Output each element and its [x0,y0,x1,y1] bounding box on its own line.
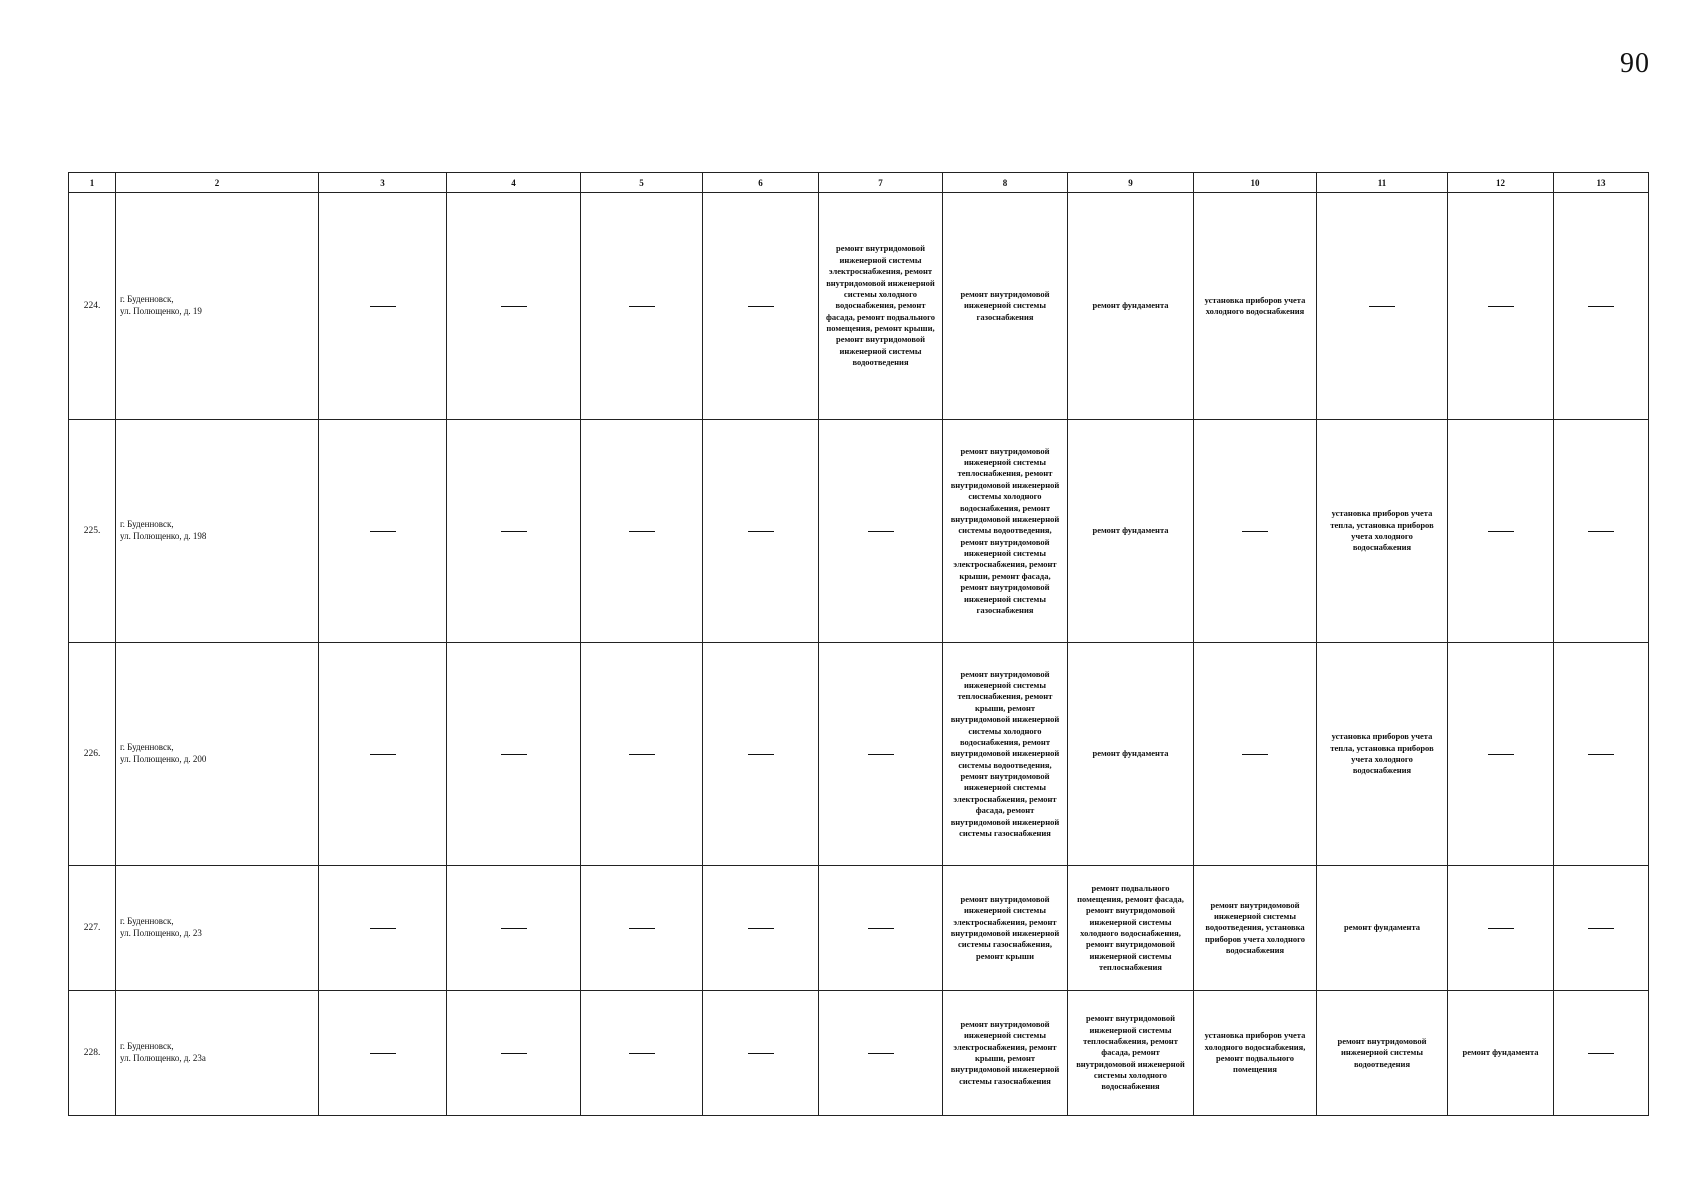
empty-dash-cell [581,193,703,420]
address-city: г. Буденновск, [120,294,174,305]
row-number: 228. [69,991,116,1116]
address-cell [116,420,319,643]
address-city: г. Буденновск, [120,916,174,927]
column-header: 1 [69,173,116,193]
work-type-cell: ремонт внутридомовой инженерной системы теплоснабжения, ремонт крыши, ремонт внутридомовой инженерной системы холодного водоснабжения, ремонт внутридомовой инженерной системы водоотведения, ремонт внутридомовой инженерной системы электроснабжения, ремонт фасада, ремонт внутридомовой инженерной системы газоснабжения [943,643,1068,866]
empty-dash-cell [581,991,703,1116]
dash-mark [370,928,396,929]
address-street: ул. Полющенко, д. 23а [120,1053,206,1063]
work-type-cell: ремонт внутридомовой инженерной системы теплоснабжения, ремонт фасада, ремонт внутридомовой инженерной системы холодного водоснабжения [1068,991,1194,1116]
dash-mark [1488,531,1514,532]
address-cell [116,193,319,420]
page-number: 90 [1620,48,1650,79]
empty-dash-cell [581,643,703,866]
table-row [69,643,1649,866]
empty-dash-cell [1448,193,1554,420]
empty-dash-cell [703,193,819,420]
work-type-cell: установка приборов учета тепла, установка приборов учета холодного водоснабжения [1317,420,1448,643]
work-type-cell: установка приборов учета холодного водоснабжения [1194,193,1317,420]
row-number: 227. [69,866,116,991]
empty-dash-cell [1554,643,1649,866]
capital-repair-table [68,172,1649,1116]
dash-mark [748,306,774,307]
empty-dash-cell [581,420,703,643]
dash-mark [370,531,396,532]
empty-dash-cell [581,866,703,991]
dash-mark [748,1053,774,1054]
work-type-cell: установка приборов учета тепла, установка приборов учета холодного водоснабжения [1317,643,1448,866]
dash-mark [1588,306,1614,307]
empty-dash-cell [703,420,819,643]
dash-mark [748,928,774,929]
empty-dash-cell [703,866,819,991]
column-header: 7 [819,173,943,193]
work-type-cell: ремонт подвального помещения, ремонт фасада, ремонт внутридомовой инженерной системы холодного водоснабжения, ремонт внутридомовой инженерной системы теплоснабжения [1068,866,1194,991]
empty-dash-cell [1317,193,1448,420]
column-number-row [69,173,1649,193]
empty-dash-cell [819,991,943,1116]
empty-dash-cell [819,420,943,643]
address-street: ул. Полющенко, д. 19 [120,306,202,316]
empty-dash-cell [1554,420,1649,643]
empty-dash-cell [319,866,447,991]
address-street: ул. Полющенко, д. 200 [120,754,207,764]
table-row [69,193,1649,420]
address-cell [116,643,319,866]
address-street: ул. Полющенко, д. 23 [120,928,202,938]
dash-mark [868,1053,894,1054]
row-number: 225. [69,420,116,643]
empty-dash-cell [703,991,819,1116]
dash-mark [501,928,527,929]
dash-mark [748,754,774,755]
empty-dash-cell [1554,193,1649,420]
column-header: 2 [116,173,319,193]
dash-mark [370,1053,396,1054]
empty-dash-cell [447,193,581,420]
work-type-cell: ремонт фундамента [1068,643,1194,866]
dash-mark [1588,531,1614,532]
address-street: ул. Полющенко, д. 198 [120,531,207,541]
column-header: 12 [1448,173,1554,193]
empty-dash-cell [1448,866,1554,991]
work-type-cell: ремонт внутридомовой инженерной системы водоотведения, установка приборов учета холодного водоснабжения [1194,866,1317,991]
empty-dash-cell [447,991,581,1116]
work-type-cell: ремонт фундамента [1068,420,1194,643]
dash-mark [501,531,527,532]
dash-mark [629,306,655,307]
empty-dash-cell [819,643,943,866]
address-cell [116,866,319,991]
work-type-cell: ремонт фундамента [1317,866,1448,991]
column-header: 8 [943,173,1068,193]
dash-mark [629,928,655,929]
empty-dash-cell [319,991,447,1116]
dash-mark [501,1053,527,1054]
column-header: 5 [581,173,703,193]
dash-mark [1488,928,1514,929]
column-header: 13 [1554,173,1649,193]
empty-dash-cell [1448,420,1554,643]
table-row [69,991,1649,1116]
dash-mark [629,531,655,532]
empty-dash-cell [819,866,943,991]
dash-mark [1488,306,1514,307]
empty-dash-cell [447,866,581,991]
column-header: 4 [447,173,581,193]
empty-dash-cell [1448,643,1554,866]
empty-dash-cell [1194,643,1317,866]
column-header: 11 [1317,173,1448,193]
dash-mark [1242,531,1268,532]
dash-mark [1588,754,1614,755]
work-type-cell: ремонт внутридомовой инженерной системы электроснабжения, ремонт внутридомовой инженерной системы холодного водоснабжения, ремонт фасада, ремонт подвального помещения, ремонт крыши, ремонт внутридомовой инженерной системы водоотведения [819,193,943,420]
dash-mark [868,754,894,755]
work-type-cell: ремонт фундамента [1448,991,1554,1116]
column-header: 6 [703,173,819,193]
column-header: 3 [319,173,447,193]
empty-dash-cell [1194,420,1317,643]
work-type-cell: ремонт внутридомовой инженерной системы электроснабжения, ремонт крыши, ремонт внутридомовой инженерной системы газоснабжения [943,991,1068,1116]
dash-mark [1242,754,1268,755]
column-header: 10 [1194,173,1317,193]
dash-mark [370,306,396,307]
work-type-cell: ремонт внутридомовой инженерной системы электроснабжения, ремонт внутридомовой инженерной системы газоснабжения, ремонт крыши [943,866,1068,991]
dash-mark [1488,754,1514,755]
work-type-cell: ремонт внутридомовой инженерной системы теплоснабжения, ремонт внутридомовой инженерной системы холодного водоснабжения, ремонт внутридомовой инженерной системы водоотведения, ремонт внутридомовой инженерной системы электроснабжения, ремонт крыши, ремонт фасада, ремонт внутридомовой инженерной системы газоснабжения [943,420,1068,643]
dash-mark [1369,306,1395,307]
empty-dash-cell [447,420,581,643]
dash-mark [1588,928,1614,929]
work-type-cell: ремонт внутридомовой инженерной системы газоснабжения [943,193,1068,420]
empty-dash-cell [319,193,447,420]
empty-dash-cell [319,643,447,866]
dash-mark [629,754,655,755]
empty-dash-cell [703,643,819,866]
address-cell [116,991,319,1116]
address-city: г. Буденновск, [120,1041,174,1052]
work-type-cell: ремонт фундамента [1068,193,1194,420]
work-type-cell: ремонт внутридомовой инженерной системы водоотведения [1317,991,1448,1116]
address-city: г. Буденновск, [120,742,174,753]
table-row [69,866,1649,991]
table-row [69,420,1649,643]
dash-mark [629,1053,655,1054]
empty-dash-cell [447,643,581,866]
dash-mark [868,531,894,532]
address-city: г. Буденновск, [120,519,174,530]
dash-mark [868,928,894,929]
empty-dash-cell [319,420,447,643]
dash-mark [501,754,527,755]
dash-mark [748,531,774,532]
column-header: 9 [1068,173,1194,193]
empty-dash-cell [1554,866,1649,991]
dash-mark [1588,1053,1614,1054]
dash-mark [370,754,396,755]
row-number: 224. [69,193,116,420]
row-number: 226. [69,643,116,866]
empty-dash-cell [1554,991,1649,1116]
work-type-cell: установка приборов учета холодного водоснабжения, ремонт подвального помещения [1194,991,1317,1116]
dash-mark [501,306,527,307]
